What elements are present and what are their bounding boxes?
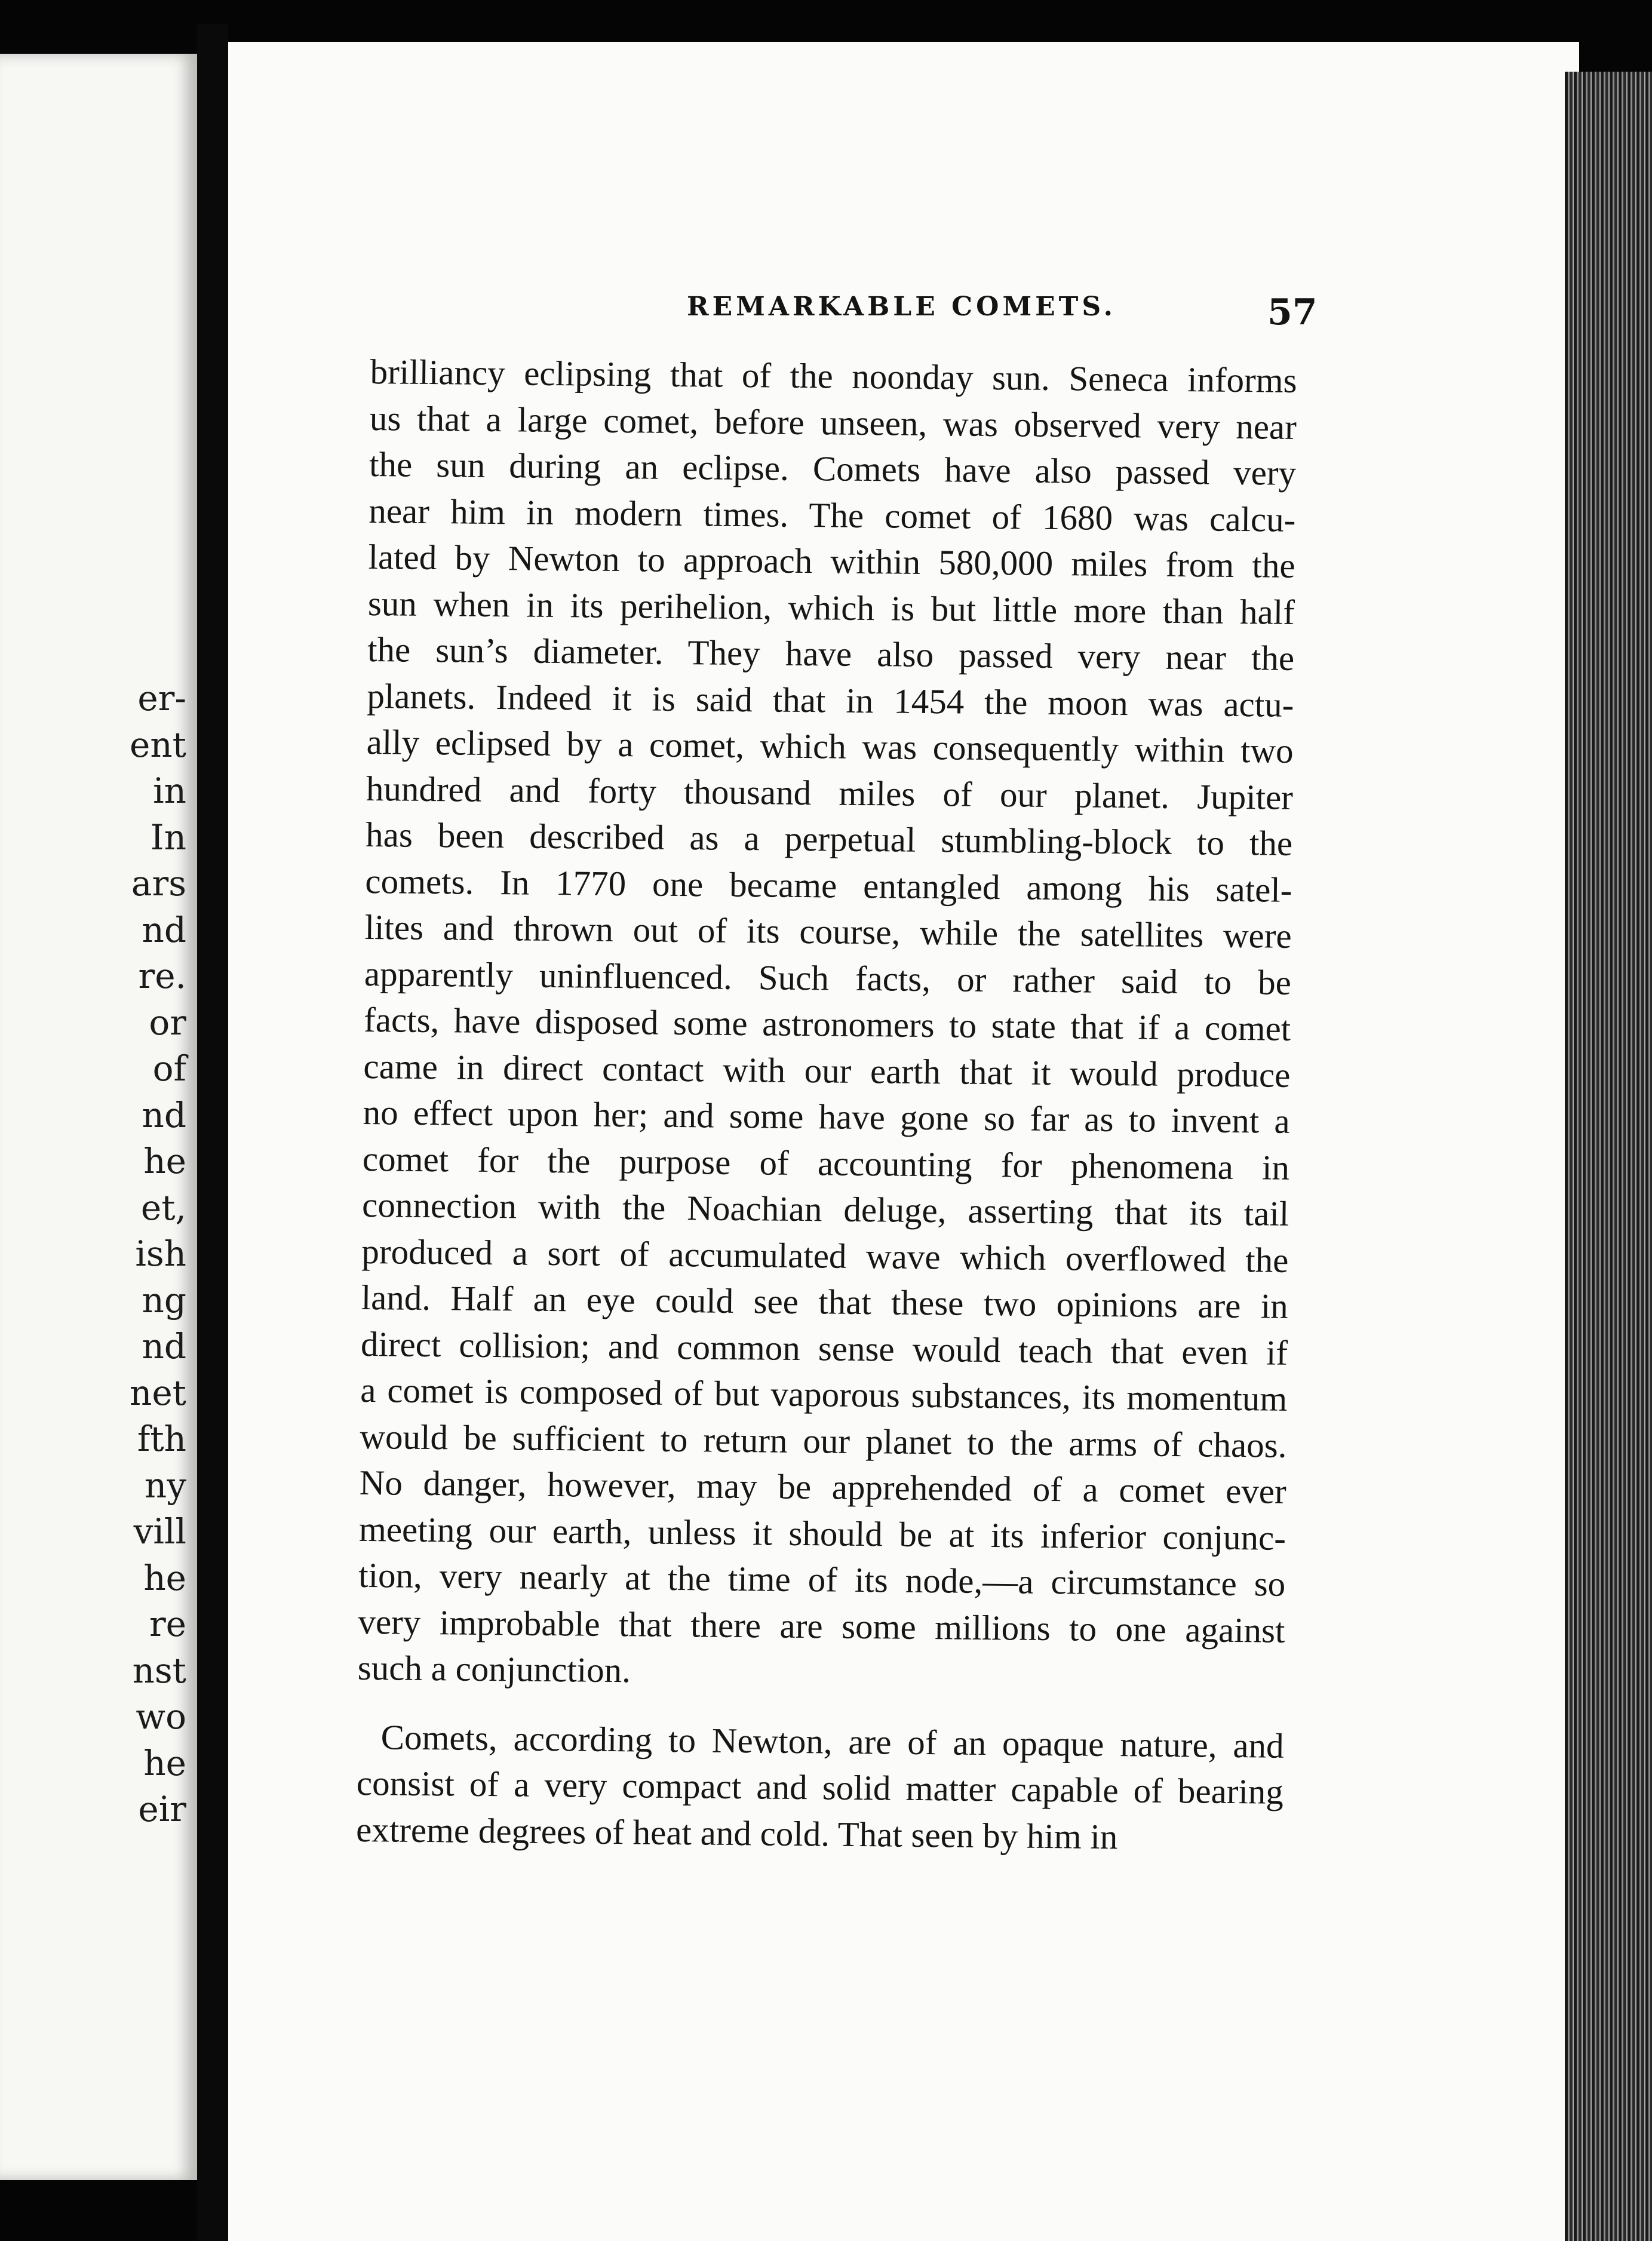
text-line: land. Half an eye could see that these two opinions are in <box>361 1277 1289 1326</box>
page-number: 57 <box>1267 291 1318 333</box>
text-line: sun when in its perihelion, which is but little more than half <box>367 583 1295 632</box>
text-line: consist of a very compact and solid matter capable of bearing <box>356 1763 1284 1812</box>
body-text <box>356 349 1297 1862</box>
facing-page-line-fragment: eir <box>138 1789 186 1829</box>
facing-page-line-fragment: nd <box>142 909 186 950</box>
facing-page-line-fragment: et, <box>140 1187 186 1228</box>
text-line: brilliancy eclipsing that of the noonday sun. Seneca informs <box>370 351 1297 400</box>
text-line: near him in modern times. The comet of 1680 was calcu- <box>369 490 1296 539</box>
facing-page-line-fragment: nd <box>142 1326 186 1367</box>
facing-page-line-fragment: fth <box>137 1419 186 1459</box>
text-line: Comets, according to Newton, are of an opaque nature, and <box>380 1717 1284 1766</box>
facing-page-line-fragment: ng <box>142 1279 186 1321</box>
text-line: lated by Newton to approach within 580,000 miles from the <box>368 536 1295 585</box>
facing-page-line-fragment: nd <box>142 1094 186 1135</box>
facing-page-line-fragment: or <box>149 1002 186 1043</box>
running-head: REMARKABLE COMETS. <box>687 291 1116 322</box>
text-line: planets. Indeed it is said that in 1454 the moon was actu- <box>367 676 1294 725</box>
text-line: lites and thrown out of its course, while the satellites were <box>364 907 1292 956</box>
facing-page-line-fragment: he <box>143 1557 186 1598</box>
facing-page-line-fragment: ent <box>130 724 186 765</box>
text-line: has been described as a perpetual stumbling-block to the <box>365 814 1293 863</box>
facing-page-line-fragment: er- <box>137 678 186 719</box>
text-line: direct collision; and common sense would teach that even if <box>360 1324 1288 1373</box>
facing-page-line-fragment: nst <box>132 1650 186 1691</box>
facing-page-line-fragment: net <box>130 1372 186 1413</box>
text-line: hundred and forty thousand miles of our planet. Jupiter <box>366 768 1294 817</box>
text-line: facts, have disposed some astronomers to state that if a comet <box>363 999 1291 1048</box>
text-line: a comet is composed of but vaporous substances, its momentum <box>360 1370 1288 1419</box>
page-edges <box>1565 72 1652 2241</box>
text-line: comet for the purpose of accounting for phenomena in <box>362 1138 1290 1187</box>
text-line: No danger, however, may be apprehended of a comet ever <box>359 1462 1287 1511</box>
facing-page-line-fragment: In <box>150 816 186 858</box>
text-line: would be sufficient to return our planet to the arms of chaos. <box>360 1416 1287 1465</box>
text-line: such a conjunction. <box>357 1647 631 1690</box>
facing-page-line-fragment: ars <box>131 863 186 904</box>
text-line: very improbable that there are some millions to one against <box>358 1601 1285 1650</box>
facing-page-line-fragment: vill <box>133 1511 186 1552</box>
text-line: ally eclipsed by a comet, which was consequently within two <box>366 722 1294 770</box>
text-line: tion, very nearly at the time of its node,—a circumstance so <box>358 1555 1286 1604</box>
text-line: no effect upon her; and some have gone so far as to invent a <box>363 1092 1290 1141</box>
text-line: comets. In 1770 one became entangled among his satel- <box>365 861 1292 910</box>
facing-page-line-fragment: wo <box>136 1696 186 1737</box>
book-gutter <box>197 24 228 2241</box>
text-line: the sun’s diameter. They have also passed very near the <box>367 629 1295 678</box>
facing-page-line-fragment: re <box>149 1604 186 1644</box>
facing-page-line-fragment: he <box>143 1141 186 1181</box>
text-line: came in direct contact with our earth that it would produce <box>363 1046 1291 1095</box>
facing-page-line-fragment: in <box>153 770 186 811</box>
text-line: produced a sort of accumulated wave which overflowed the <box>361 1231 1289 1280</box>
text-line: connection with the Noachian deluge, asserting that its tail <box>361 1184 1289 1233</box>
facing-page-left <box>0 54 197 2180</box>
text-line: extreme degrees of heat and cold. That seen by him in <box>355 1809 1118 1856</box>
text-line: apparently uninfluenced. Such facts, or rather said to be <box>364 953 1292 1002</box>
facing-page-line-fragment: re. <box>138 956 186 996</box>
text-line: meeting our earth, unless it should be at its inferior conjunc- <box>358 1509 1286 1558</box>
text-line: us that a large comet, before unseen, was observed very near <box>369 398 1297 447</box>
facing-page-line-fragment: of <box>152 1048 186 1089</box>
text-line: the sun during an eclipse. Comets have also passed very <box>369 444 1297 493</box>
paragraph <box>357 349 1297 1700</box>
facing-page-line-fragment: he <box>143 1742 186 1783</box>
facing-page-line-fragment: ish <box>135 1233 186 1274</box>
paragraph <box>356 1714 1284 1861</box>
facing-page-line-fragment: ny <box>144 1465 186 1506</box>
